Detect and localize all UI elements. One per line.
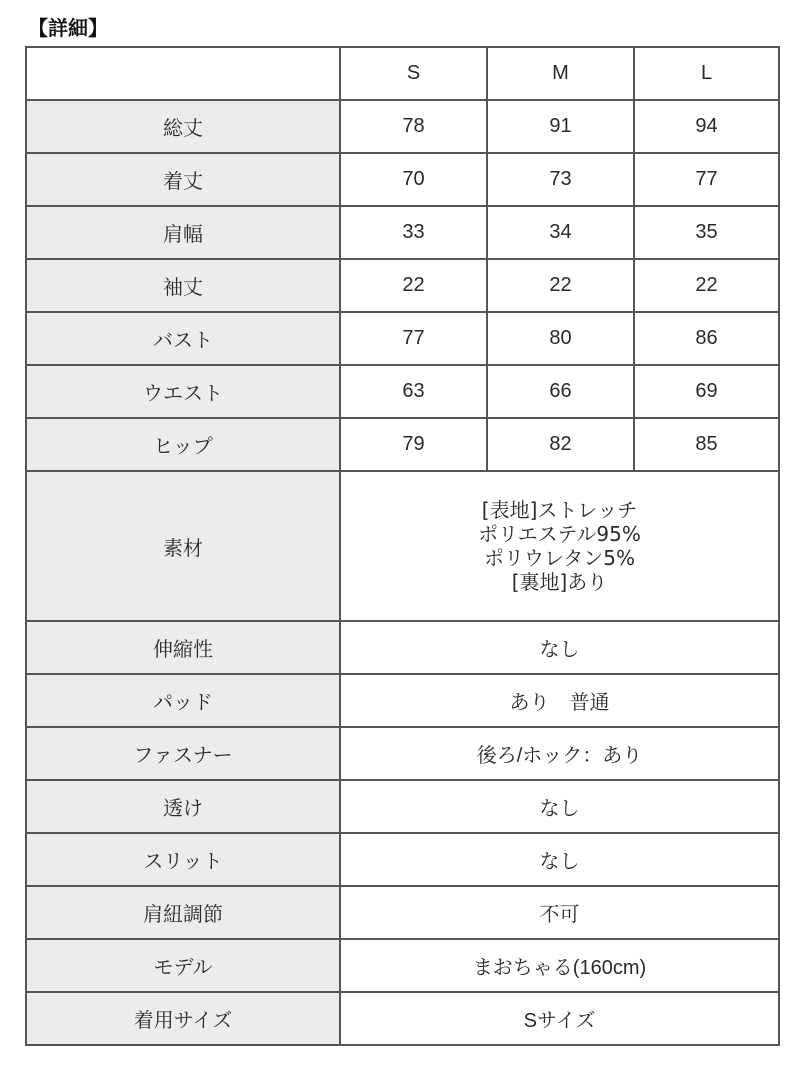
material-row <box>26 471 779 621</box>
table-row <box>26 206 779 259</box>
value-cell: 35 <box>634 206 779 259</box>
row-label: 着丈 <box>26 153 340 206</box>
value-cell: 85 <box>634 418 779 471</box>
value-cell: 22 <box>340 259 487 312</box>
size-header-cell: M <box>487 47 634 100</box>
value-cell: 91 <box>487 100 634 153</box>
value-cell: Sサイズ <box>340 992 779 1045</box>
table-row <box>26 992 779 1045</box>
material-cell <box>340 471 779 621</box>
table-row <box>26 418 779 471</box>
value-cell: なし <box>340 780 779 833</box>
table-row <box>26 939 779 992</box>
row-label: 素材 <box>26 471 340 621</box>
table-row <box>26 259 779 312</box>
value-cell: 22 <box>634 259 779 312</box>
value-cell: なし <box>340 621 779 674</box>
value-cell: 33 <box>340 206 487 259</box>
value-cell: 79 <box>340 418 487 471</box>
table-row <box>26 365 779 418</box>
value-cell: 22 <box>487 259 634 312</box>
table-row <box>26 727 779 780</box>
row-label: 総丈 <box>26 100 340 153</box>
value-cell: 82 <box>487 418 634 471</box>
table-row <box>26 833 779 886</box>
row-label: 袖丈 <box>26 259 340 312</box>
row-label: 肩紐調節 <box>26 886 340 939</box>
row-label: パッド <box>26 674 340 727</box>
row-label: 透け <box>26 780 340 833</box>
material-line: ポリウレタン5% <box>484 546 635 570</box>
table-row <box>26 100 779 153</box>
size-header-cell: S <box>340 47 487 100</box>
row-label: 伸縮性 <box>26 621 340 674</box>
value-cell: 66 <box>487 365 634 418</box>
row-label: モデル <box>26 939 340 992</box>
value-cell: 不可 <box>340 886 779 939</box>
value-cell: 63 <box>340 365 487 418</box>
value-cell: 77 <box>340 312 487 365</box>
material-line: [裏地]あり <box>511 570 608 594</box>
value-cell: 69 <box>634 365 779 418</box>
value-cell: 73 <box>487 153 634 206</box>
value-cell: 78 <box>340 100 487 153</box>
value-cell: 後ろ/ホック：あり <box>340 727 779 780</box>
value-cell: 94 <box>634 100 779 153</box>
table-row <box>26 621 779 674</box>
value-cell: 34 <box>487 206 634 259</box>
value-cell: 80 <box>487 312 634 365</box>
row-label: ヒップ <box>26 418 340 471</box>
value-cell: 86 <box>634 312 779 365</box>
corner-cell <box>26 47 340 100</box>
size-header-cell: L <box>634 47 779 100</box>
table-row <box>26 674 779 727</box>
table-row <box>26 780 779 833</box>
value-cell: 77 <box>634 153 779 206</box>
material-line: ポリエステル95% <box>478 522 641 546</box>
size-spec-table <box>25 46 780 1046</box>
table-row <box>26 312 779 365</box>
table-row <box>26 153 779 206</box>
value-cell: 70 <box>340 153 487 206</box>
table-row <box>26 886 779 939</box>
row-label: スリット <box>26 833 340 886</box>
value-cell: あり 普通 <box>340 674 779 727</box>
row-label: ファスナー <box>26 727 340 780</box>
value-cell: まおちゃる(160cm) <box>340 939 779 992</box>
page-title: 【詳細】 <box>28 16 108 40</box>
row-label: ウエスト <box>26 365 340 418</box>
row-label: バスト <box>26 312 340 365</box>
value-cell: なし <box>340 833 779 886</box>
size-header-row <box>26 47 779 100</box>
row-label: 着用サイズ <box>26 992 340 1045</box>
material-line: [表地]ストレッチ <box>481 498 638 522</box>
row-label: 肩幅 <box>26 206 340 259</box>
